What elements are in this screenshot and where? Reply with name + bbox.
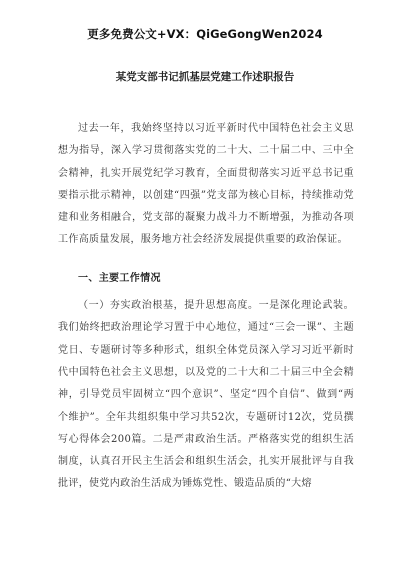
document-body — [58, 118, 354, 496]
intro-paragraph: 过去一年，我始终坚持以习近平新时代中国特色社会主义思想为指导，深入学习贯彻落实党的二十大、二十届二中、三中全会精神，扎实开展党纪学习教育，全面贯彻落实习近平总书记重要指示批示精神，以创建“四强”党支部为核心目标，持续推动党建和业务相融合，党支部的凝聚力战斗力不断增强，为推动各项工作高质量发展，服务地方社会经济发展提供重要的政治保证。 — [58, 123, 354, 246]
document-title: 某党支部书记抓基层党建工作述职报告 — [115, 71, 295, 83]
sub-section-paragraph: （一）夯实政治根基，提升思想高度。一是深化理论武装。我们始终把政治理论学习置于中心地位，通过“三会一课”、主题党日、专题研讨等多种形式，组织全体党员深入学习习近平新时代中国特色社会主义思想，以及党的二十大和二十届三中全会精神，引导党员牢固树立“四个意识”、坚定“四个自信”、做到“两个维护”。全年共组织集中学习共52次，专题研讨12次，党员撰写心得体会200篇。二是严肃政治生活。严格落实党的组织生活制度，认真召开民主生活会和组织生活会，扎实开展批评与自我批评，使党内政治生活成为锤炼党性、锻造品质的“大熔 — [58, 300, 354, 490]
promo-header: 更多免费公文+VX：QiGeGongWen2024 — [87, 27, 323, 41]
section-heading: 一、主要工作情况 — [78, 272, 161, 284]
